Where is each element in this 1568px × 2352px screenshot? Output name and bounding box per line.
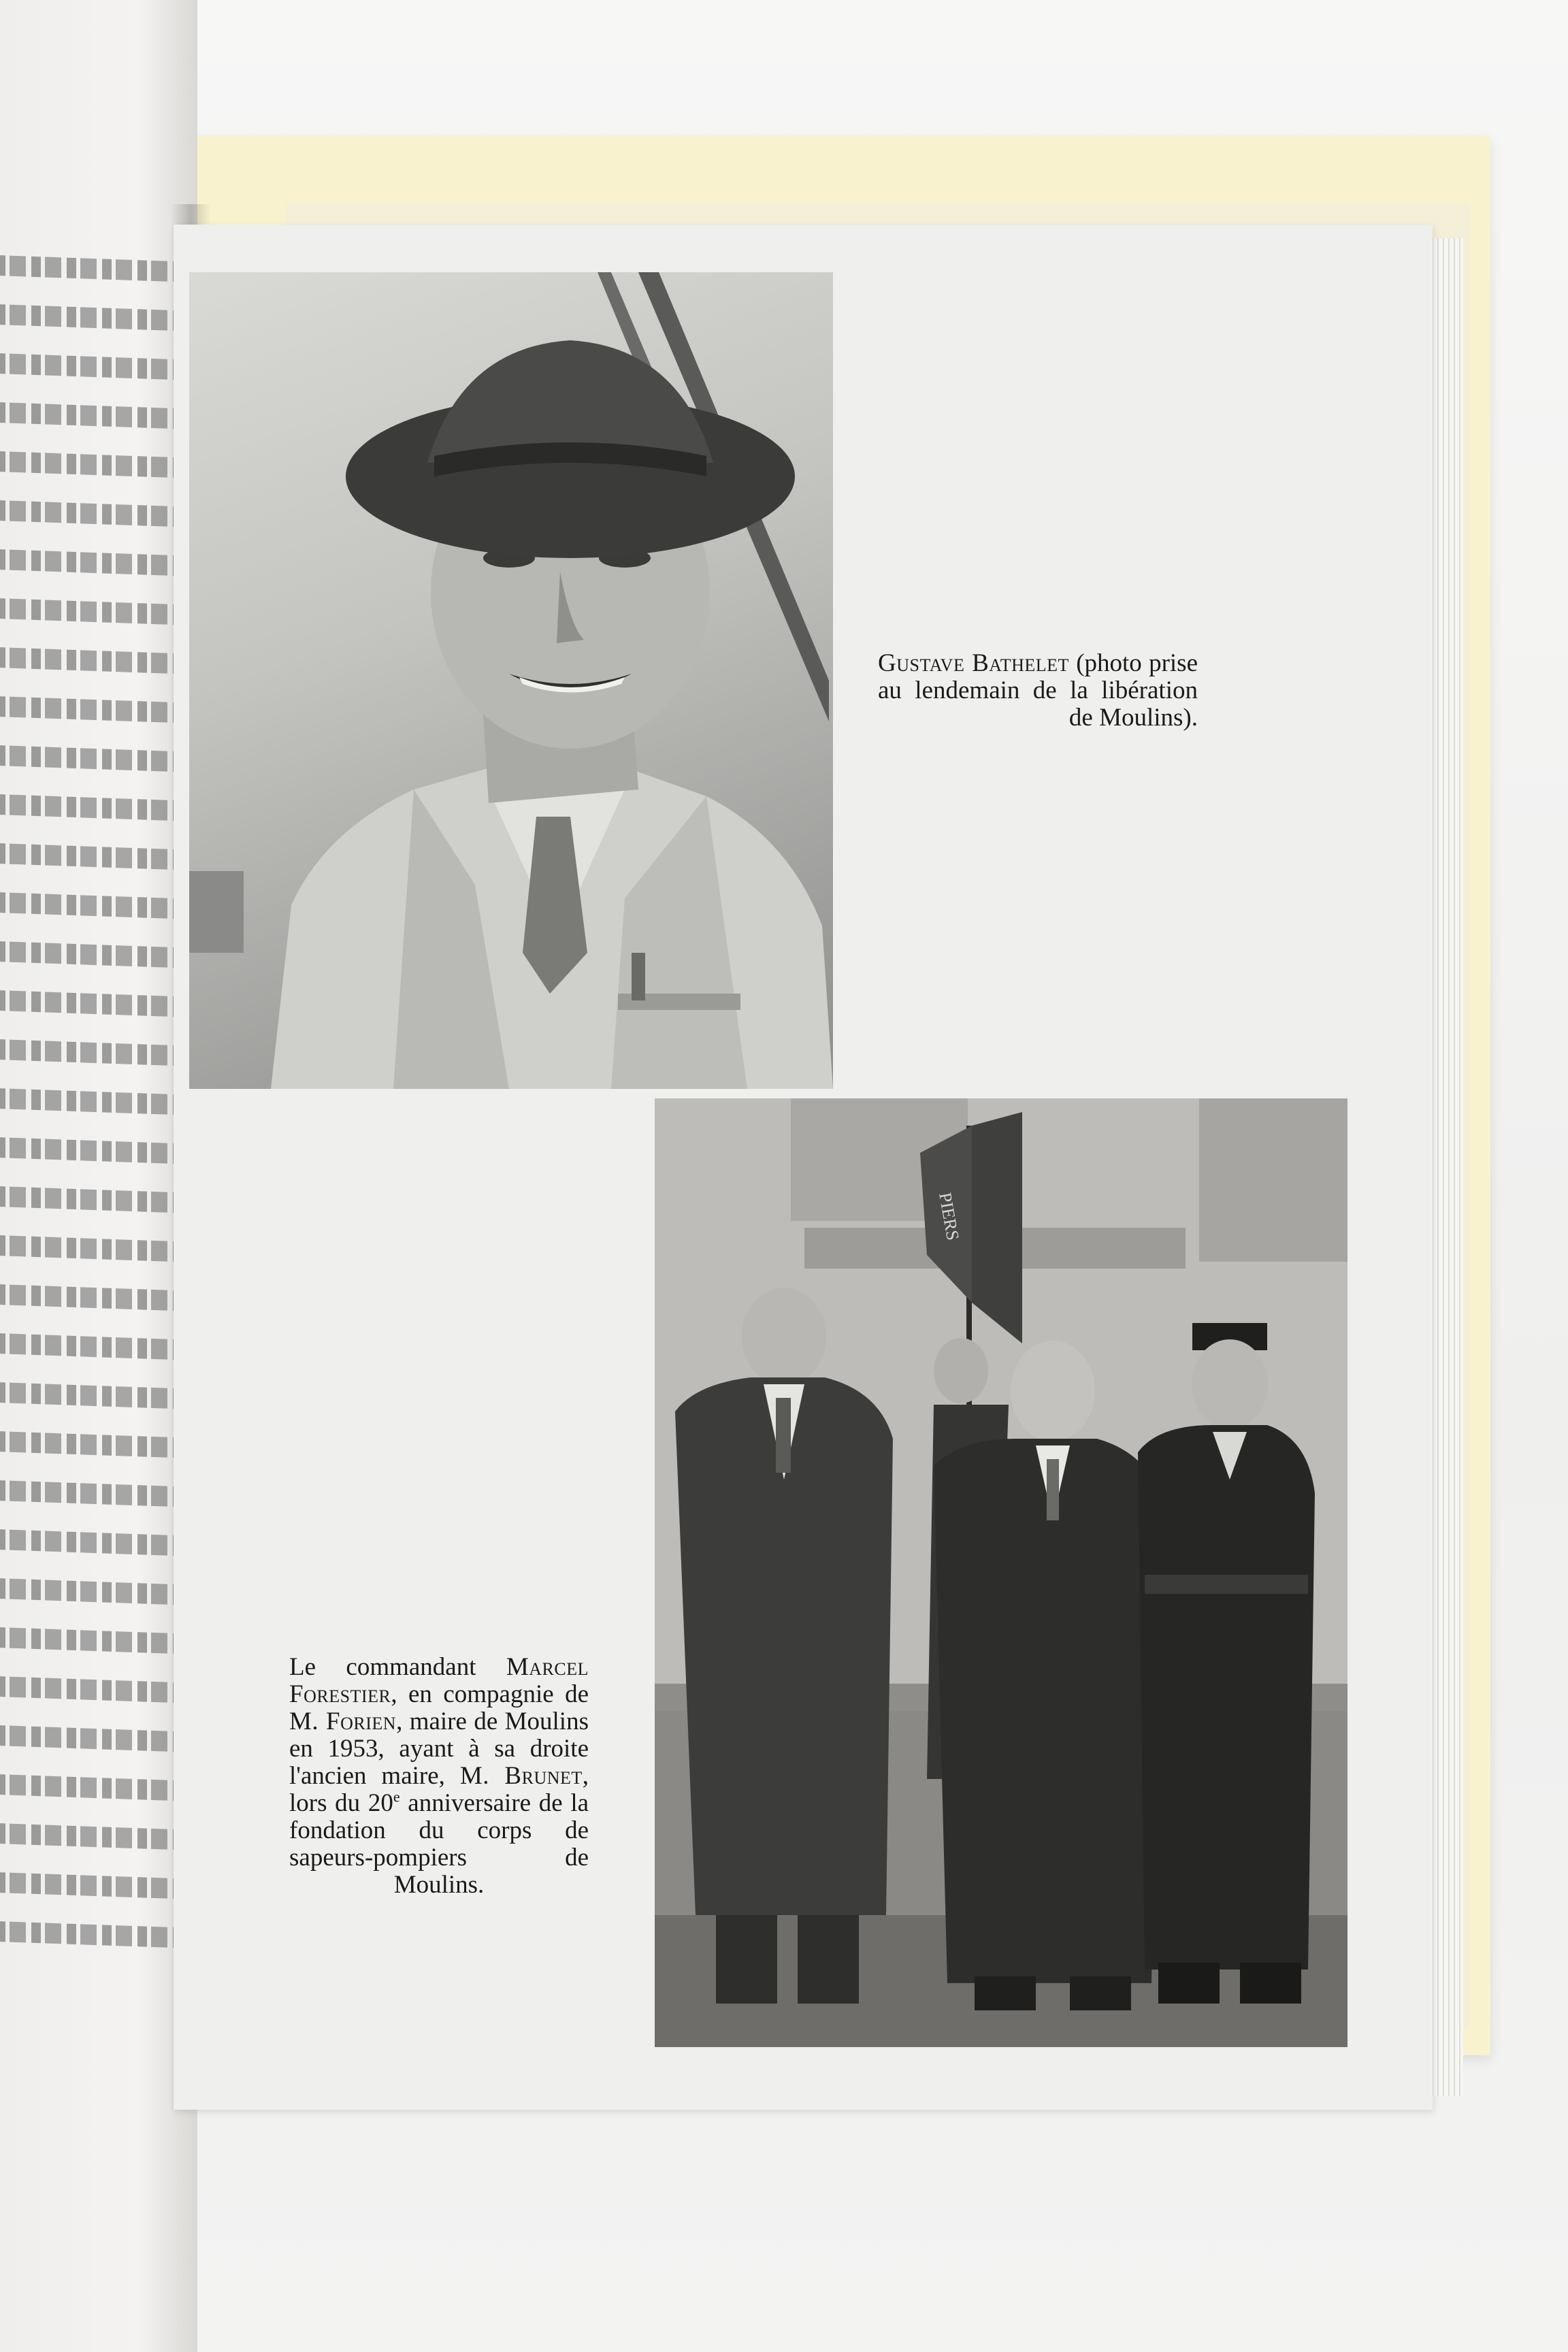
caption-group-mid3: , lors du	[289, 1762, 589, 1817]
portrait-illustration	[189, 272, 833, 1089]
caption-portrait-text: (photo prise au lendemain de la libération de Moulins).	[878, 649, 1198, 732]
caption-group-tail: anniversaire de la fondation du corps de sapeurs-pompiers de Moulins.	[289, 1789, 589, 1899]
caption-group-ordinal-sup: e	[393, 1788, 400, 1806]
group-illustration	[655, 1098, 1348, 2047]
facing-page	[0, 0, 197, 2352]
group-photo	[655, 1098, 1348, 2047]
flag-lettering: PIERS	[935, 1191, 963, 1242]
caption-group-ordinal: 20	[368, 1789, 393, 1817]
caption-group	[289, 1654, 589, 1899]
caption-group-name-forestier: Marcel Forestier	[289, 1653, 589, 1708]
caption-group-mid2: , maire de Moulins en 1953, ayant à sa droite l'ancien maire,	[289, 1708, 589, 1790]
facing-page-text	[0, 255, 193, 1977]
caption-group-name-forien: M. Forien	[289, 1708, 397, 1735]
caption-portrait-name: Gustave Bathelet	[878, 649, 1069, 677]
caption-group-name-brunet: M. Brunet	[459, 1762, 583, 1790]
caption-portrait	[878, 650, 1198, 732]
portrait-photo	[189, 272, 833, 1089]
caption-group-lead: Le commandant	[289, 1653, 476, 1681]
caption-group-mid1: , en compagnie de	[391, 1680, 589, 1708]
